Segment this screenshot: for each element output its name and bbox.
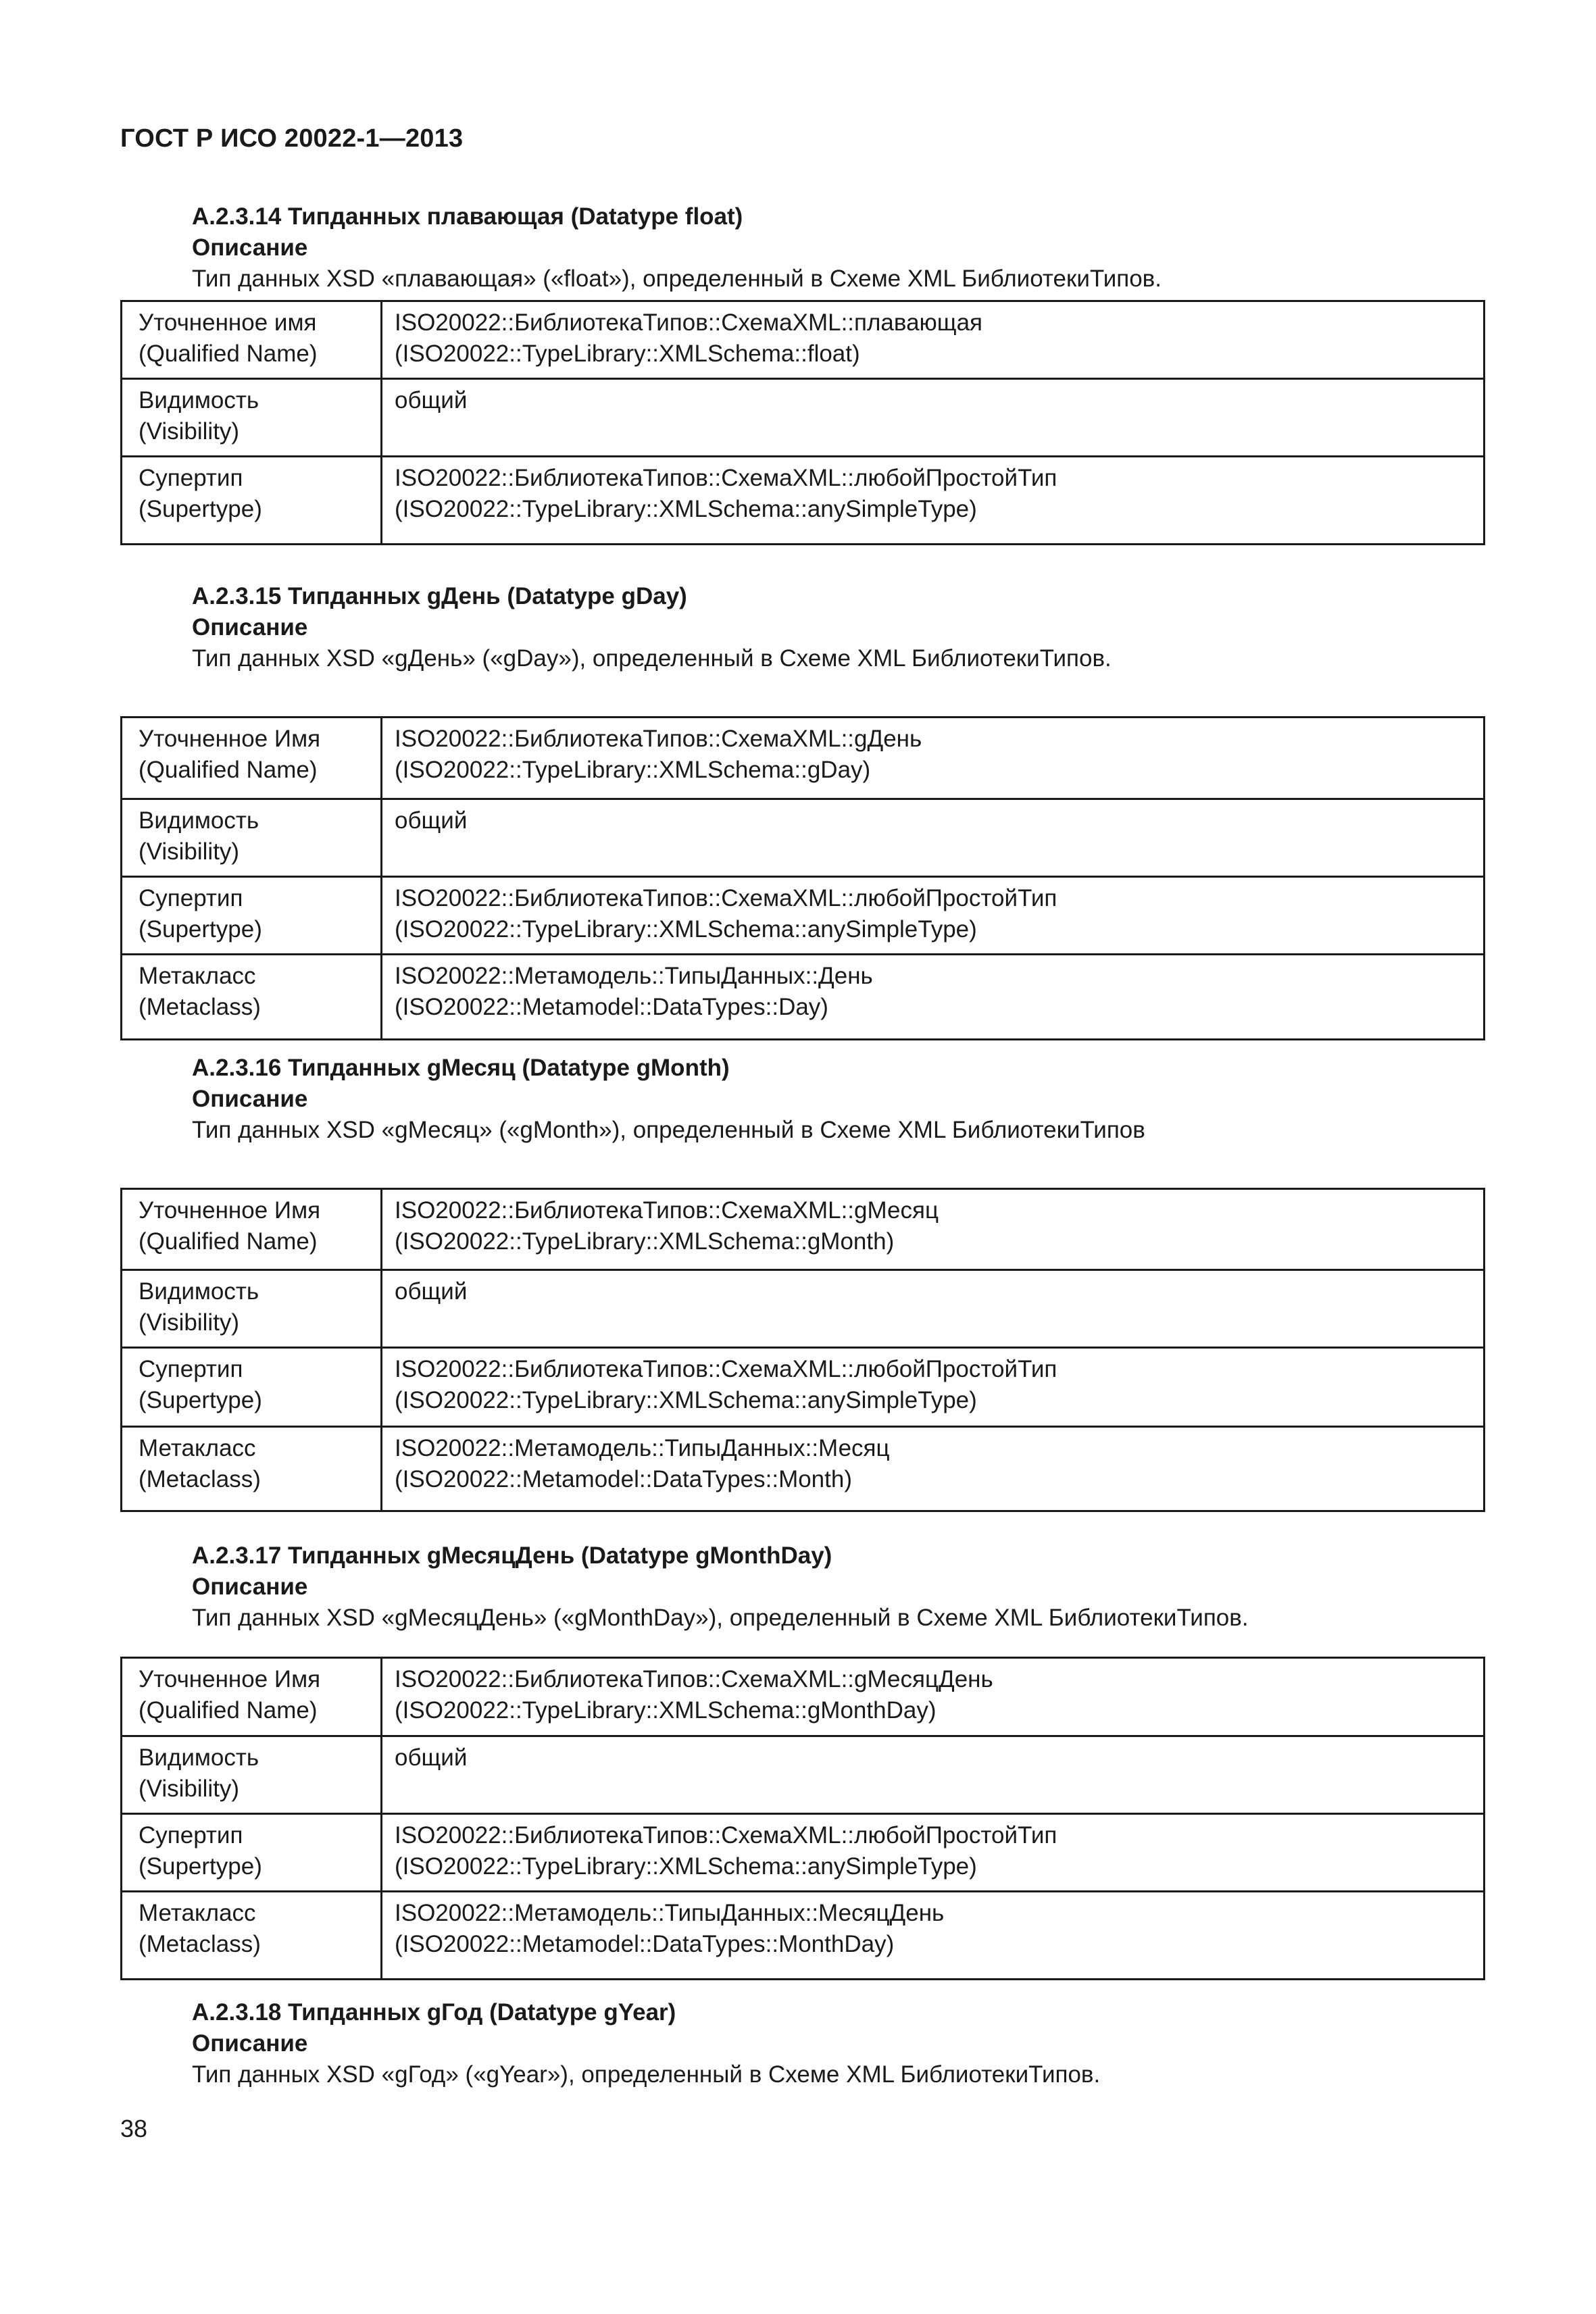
- section-description: Тип данных XSD «gМесяц» («gMonth»), определенный в Схеме XML БиблиотекиТипов: [192, 1117, 1145, 1143]
- table-row: [122, 955, 1485, 1040]
- properties-table: [120, 716, 1485, 1040]
- property-name-cell: Видимость (Visibility): [122, 1270, 382, 1348]
- properties-table: [120, 1657, 1485, 1980]
- property-value-cell: ISO20022::БиблиотекаТипов::СхемаXML::плавающая (ISO20022::TypeLibrary::XMLSchema::float): [382, 301, 1485, 379]
- table-row: [122, 1427, 1485, 1511]
- page-number: 38: [120, 2115, 148, 2142]
- property-name-cell: Метакласс (Metaclass): [122, 1427, 382, 1511]
- property-value-cell: ISO20022::БиблиотекаТипов::СхемаXML::любойПростойТип (ISO20022::TypeLibrary::XMLSchema::anySimpleType): [382, 457, 1485, 545]
- table-row: [122, 718, 1485, 799]
- section-description: Тип данных XSD «gДень» («gDay»), определенный в Схеме XML БиблиотекиТипов.: [192, 645, 1112, 672]
- section-description: Тип данных XSD «плавающая» («float»), определенный в Схеме XML БиблиотекиТипов.: [192, 266, 1162, 292]
- property-name-cell: Супертип (Supertype): [122, 1814, 382, 1892]
- property-value-cell: ISO20022::Метамодель::ТипыДанных::МесяцДень (ISO20022::Metamodel::DataTypes::MonthDay): [382, 1892, 1485, 1980]
- section-description: Тип данных XSD «gМесяцДень» («gMonthDay»), определенный в Схеме XML БиблиотекиТипов.: [192, 1605, 1249, 1631]
- table-row: [122, 877, 1485, 955]
- section-datatype-gday: [120, 581, 1485, 1040]
- property-value-cell: ISO20022::БиблиотекаТипов::СхемаXML::gДень (ISO20022::TypeLibrary::XMLSchema::gDay): [382, 718, 1485, 799]
- section-title: А.2.3.15 Типданных gДень (Datatype gDay): [192, 583, 687, 609]
- section-datatype-gmonthday: [120, 1540, 1485, 1980]
- property-name-cell: Супертип (Supertype): [122, 1348, 382, 1427]
- section-datatype-gmonth: [120, 1053, 1485, 1512]
- property-value-cell: ISO20022::Метамодель::ТипыДанных::День (ISO20022::Metamodel::DataTypes::Day): [382, 955, 1485, 1040]
- property-value-cell: ISO20022::БиблиотекаТипов::СхемаXML::gМесяцДень (ISO20022::TypeLibrary::XMLSchema::gMonthDay): [382, 1658, 1485, 1736]
- section-title: А.2.3.17 Типданных gМесяцДень (Datatype gMonthDay): [192, 1542, 832, 1569]
- section-datatype-float: [120, 201, 1485, 545]
- table-row: [122, 1270, 1485, 1348]
- table-row: [122, 1814, 1485, 1892]
- properties-table: [120, 300, 1485, 545]
- table-row: [122, 799, 1485, 877]
- property-value-cell: ISO20022::БиблиотекаТипов::СхемаXML::gМесяц (ISO20022::TypeLibrary::XMLSchema::gMonth): [382, 1189, 1485, 1270]
- table-row: [122, 1658, 1485, 1736]
- section-label: Описание: [192, 614, 308, 640]
- property-name-cell: Супертип (Supertype): [122, 877, 382, 955]
- property-value-cell: ISO20022::БиблиотекаТипов::СхемаXML::любойПростойТип (ISO20022::TypeLibrary::XMLSchema::anySimpleType): [382, 1814, 1485, 1892]
- property-value-cell: ISO20022::БиблиотекаТипов::СхемаXML::любойПростойТип (ISO20022::TypeLibrary::XMLSchema::anySimpleType): [382, 1348, 1485, 1427]
- table-row: [122, 1189, 1485, 1270]
- property-name-cell: Метакласс (Metaclass): [122, 1892, 382, 1980]
- property-value-cell: ISO20022::БиблиотекаТипов::СхемаXML::любойПростойТип (ISO20022::TypeLibrary::XMLSchema::anySimpleType): [382, 877, 1485, 955]
- section-title: А.2.3.18 Типданных gГод (Datatype gYear): [192, 1999, 676, 2026]
- property-value-cell: общий: [382, 379, 1485, 457]
- document-code: ГОСТ Р ИСО 20022-1—2013: [120, 124, 464, 153]
- property-name-cell: Уточненное Имя (Qualified Name): [122, 718, 382, 799]
- property-value-cell: общий: [382, 799, 1485, 877]
- section-label: Описание: [192, 1574, 308, 1600]
- section-title: А.2.3.14 Типданных плавающая (Datatype float): [192, 203, 743, 230]
- table-row: [122, 1348, 1485, 1427]
- section-label: Описание: [192, 2030, 308, 2057]
- property-name-cell: Видимость (Visibility): [122, 379, 382, 457]
- section-label: Описание: [192, 234, 308, 261]
- property-name-cell: Уточненное имя (Qualified Name): [122, 301, 382, 379]
- section-label: Описание: [192, 1086, 308, 1112]
- table-row: [122, 1736, 1485, 1814]
- table-row: [122, 301, 1485, 379]
- property-name-cell: Уточненное Имя (Qualified Name): [122, 1189, 382, 1270]
- property-name-cell: Уточненное Имя (Qualified Name): [122, 1658, 382, 1736]
- property-name-cell: Видимость (Visibility): [122, 799, 382, 877]
- section-title: А.2.3.16 Типданных gМесяц (Datatype gMonth): [192, 1055, 730, 1081]
- property-name-cell: Метакласс (Metaclass): [122, 955, 382, 1040]
- property-value-cell: общий: [382, 1270, 1485, 1348]
- section-datatype-gyear: [120, 1997, 1485, 2090]
- section-description: Тип данных XSD «gГод» («gYear»), определенный в Схеме XML БиблиотекиТипов.: [192, 2061, 1101, 2088]
- property-value-cell: ISO20022::Метамодель::ТипыДанных::Месяц (ISO20022::Metamodel::DataTypes::Month): [382, 1427, 1485, 1511]
- property-name-cell: Видимость (Visibility): [122, 1736, 382, 1814]
- properties-table: [120, 1188, 1485, 1512]
- table-row: [122, 457, 1485, 545]
- property-value-cell: общий: [382, 1736, 1485, 1814]
- property-name-cell: Супертип (Supertype): [122, 457, 382, 545]
- table-row: [122, 1892, 1485, 1980]
- table-row: [122, 379, 1485, 457]
